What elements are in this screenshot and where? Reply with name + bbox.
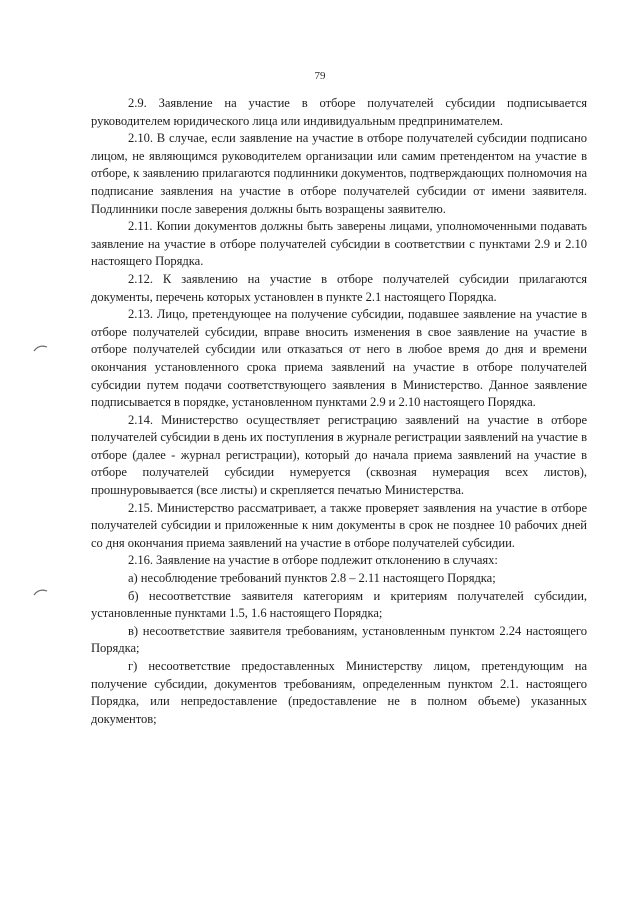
page-number: 79 — [314, 70, 326, 82]
binding-hole-mark — [33, 342, 51, 354]
list-item-b: б) несоответствие заявителя категориям и критериям получателей субсидии, установленные пунктами 1.5, 1.6 настоящего Порядка; — [91, 588, 587, 621]
paragraph-2-9: 2.9. Заявление на участие в отборе получателей субсидии подписывается руководителем юридического лица или индивидуальным предпринимателем. — [91, 96, 587, 128]
paragraph-2-13: 2.13. Лицо, претендующее на получение субсидии, подавшее заявление на участие в отборе получателей субсидии, вправе вносить изменения в свое заявление на участие в отборе получателей субсидии или отказаться от него в любое время до дня и времени окончания установленного срока приема заявлений на участие в отборе получателей субсидии путем подачи соответствующего заявления в Министерство. Данное заявление подписывается в порядке, установленном пунктами 2.9 и 2.10 настоящего Порядка. — [91, 307, 587, 410]
list-item-a: а) несоблюдение требований пунктов 2.8 – 2.11 настоящего Порядка; — [128, 571, 496, 586]
list-item-v: в) несоответствие заявителя требованиям, установленным пунктом 2.24 настоящего Порядка; — [91, 623, 587, 656]
paragraph-2-14: 2.14. Министерство осуществляет регистрацию заявлений на участие в отборе получателей субсидии в день их поступления в журнале регистрации заявлений на участие в отборе (далее - журнал регистрации), который до начала приема заявлений на участие в отборе получателей субсидии нумеруется (сквозная нумерация всех листов), прошнуровывается (все листы) и скрепляется печатью Министерства. — [91, 412, 587, 498]
document-body — [91, 95, 587, 728]
paragraph-2-11: 2.11. Копии документов должны быть заверены лицами, уполномоченными подавать заявление на участие в отборе получателей субсидии в соответствии с пунктами 2.9 и 2.10 настоящего Порядка. — [91, 219, 587, 269]
paragraph-2-10: 2.10. В случае, если заявление на участие в отборе получателей субсидии подписано лицом, не являющимся руководителем организации или самим претендентом на участие в отборе, к заявлению прилагаются подлинники документов, подтверждающих полномочия на подписание заявления на участие в отборе получателей субсидии от имени заявителя. Подлинники после заверения должны быть возращены заявителю. — [91, 131, 587, 216]
paragraph-2-12: 2.12. К заявлению на участие в отборе получателей субсидии прилагаются документы, перечень которых установлен в пункте 2.1 настоящего Порядка. — [91, 271, 587, 304]
binding-hole-mark — [33, 586, 51, 598]
paragraph-2-16: 2.16. Заявление на участие в отборе подлежит отклонению в случаях: — [128, 553, 498, 568]
list-item-g: г) несоответствие предоставленных Министерству лицом, претендующим на получение субсидии, документов требованиям, определенным пунктом 2.1. настоящего Порядка, или непредоставление (предоставление не в полном объеме) указанных документов; — [91, 659, 587, 726]
paragraph-2-15: 2.15. Министерство рассматривает, а также проверяет заявления на участие в отборе получателей субсидии и приложенные к ним документы в срок не позднее 10 рабочих дней со дня окончания приема заявлений на участие в отборе получателей субсидии. — [91, 500, 587, 550]
